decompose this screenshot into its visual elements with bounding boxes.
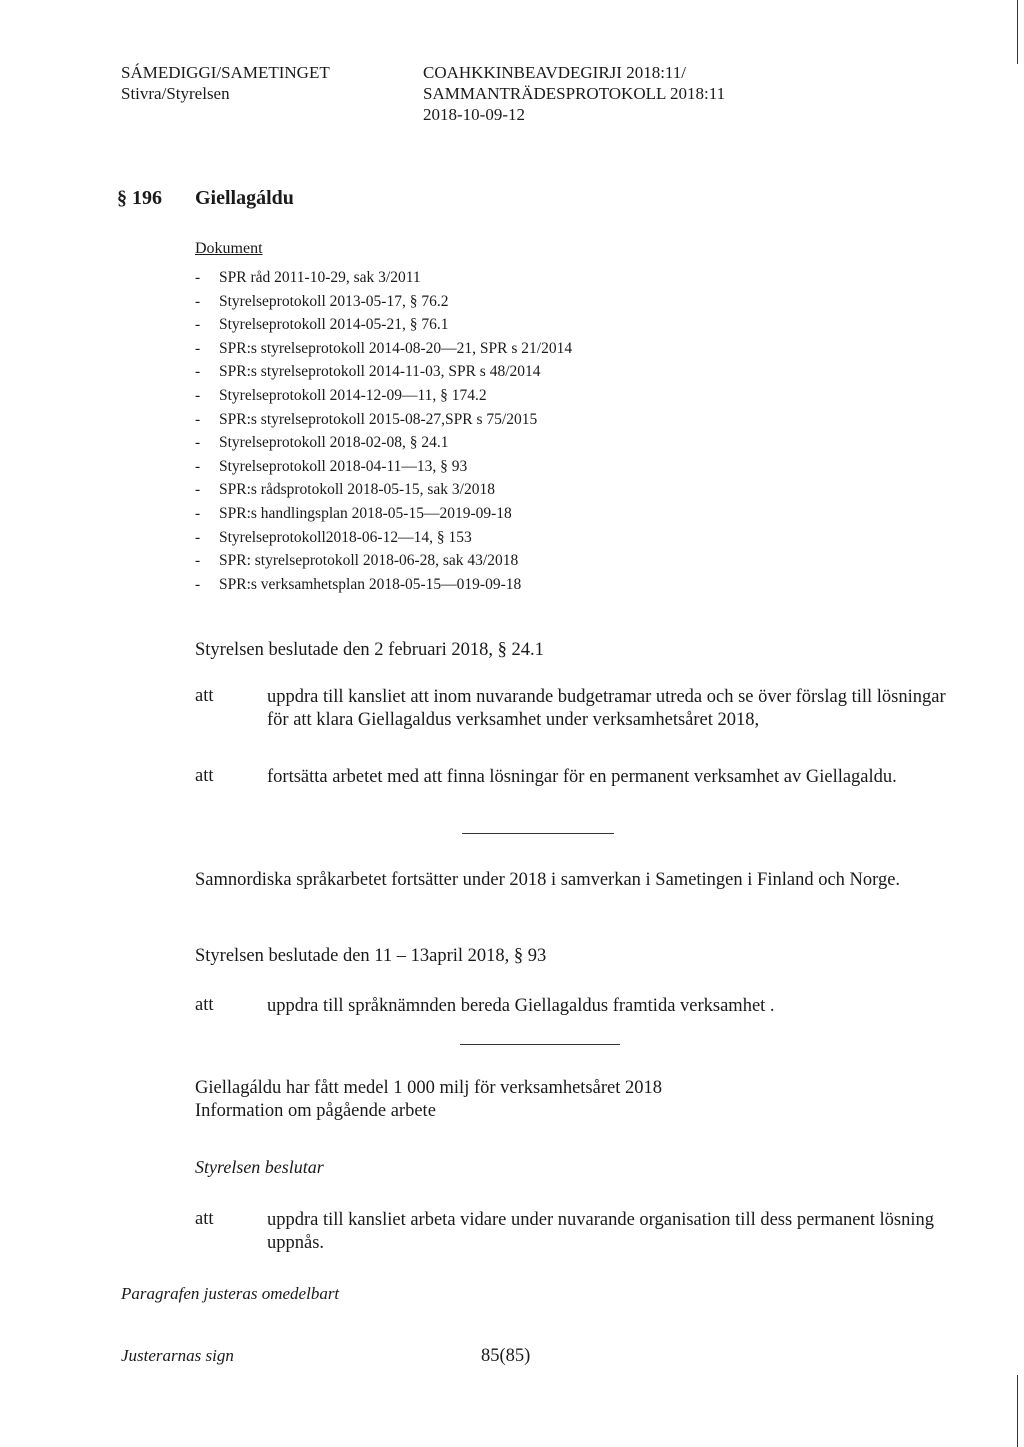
decision2-item1: uppdra till språknämnden bereda Giellagaldus framtida verksamhet . bbox=[267, 996, 775, 1016]
document-item bbox=[195, 313, 572, 337]
list-dash: - bbox=[195, 528, 201, 546]
documents-list bbox=[195, 266, 572, 596]
document-item-text: Styrelseprotokoll 2013-05-17, § 76.2 bbox=[219, 292, 449, 310]
protocol-title-swedish: SAMMANTRÄDESPROTOKOLL 2018:11 bbox=[423, 84, 726, 103]
document-item-text: SPR:s styrelseprotokoll 2014-08-20—21, SPR s 21/2014 bbox=[219, 339, 573, 357]
paragraf-note: Paragrafen justeras omedelbart bbox=[121, 1284, 340, 1303]
document-item-text: Styrelseprotokoll 2014-12-09—11, § 174.2 bbox=[219, 386, 487, 404]
document-item-text: SPR: styrelseprotokoll 2018-06-28, sak 43/2018 bbox=[219, 552, 519, 570]
signature-label: Justerarnas sign bbox=[121, 1346, 234, 1365]
list-dash: - bbox=[195, 481, 201, 499]
paragraph-samnordiska: Samnordiska språkarbetet fortsätter under 2018 i samverkan i Sametingen i Finland och Norge. bbox=[195, 870, 901, 890]
document-item bbox=[195, 431, 572, 455]
document-item-text: Styrelseprotokoll 2018-02-08, § 24.1 bbox=[219, 434, 449, 452]
document-item bbox=[195, 384, 572, 408]
documents-label: Dokument bbox=[195, 240, 263, 257]
decision2-heading: Styrelsen beslutade den 11 – 13april 2018, § 93 bbox=[195, 946, 547, 966]
org-subunit: Stivra/Styrelsen bbox=[121, 84, 230, 103]
att-label: att bbox=[195, 1209, 214, 1229]
document-item bbox=[195, 526, 572, 550]
document-item bbox=[195, 502, 572, 526]
scan-edge-mark bbox=[1017, 1375, 1018, 1447]
list-dash: - bbox=[195, 363, 201, 381]
decision1-item1: uppdra till kansliet att inom nuvarande budgetramar utreda och se över förslag till lösningar för att klara Giellagaldus verksamhet under verksamhetsåret 2018, bbox=[267, 687, 946, 730]
section-title: Giellagáldu bbox=[195, 187, 294, 209]
list-dash: - bbox=[195, 269, 201, 286]
document-item bbox=[195, 266, 572, 290]
att-label: att bbox=[195, 686, 214, 706]
document-item bbox=[195, 360, 572, 384]
list-dash: - bbox=[195, 410, 201, 428]
document-item bbox=[195, 478, 572, 502]
document-item bbox=[195, 337, 572, 361]
list-dash: - bbox=[195, 386, 201, 404]
list-dash: - bbox=[195, 339, 201, 357]
decision3-heading: Styrelsen beslutar bbox=[195, 1157, 324, 1177]
list-dash: - bbox=[195, 316, 201, 334]
org-name: SÁMEDIGGI/SAMETINGET bbox=[121, 63, 330, 82]
document-item-text: Styrelseprotokoll 2014-05-21, § 76.1 bbox=[219, 316, 449, 334]
separator-line bbox=[462, 833, 614, 834]
document-item bbox=[195, 549, 572, 573]
list-dash: - bbox=[195, 457, 201, 475]
decision3-item1: uppdra till kansliet arbeta vidare under nuvarande organisation till dess permanent lösning uppnås. bbox=[267, 1210, 935, 1253]
scan-edge-mark bbox=[1017, 0, 1018, 64]
list-dash: - bbox=[195, 292, 201, 310]
document-item-text: SPR:s handlingsplan 2018-05-15—2019-09-18 bbox=[219, 504, 512, 522]
document-item-text: SPR:s verksamhetsplan 2018-05-15—019-09-18 bbox=[219, 575, 522, 593]
info-line1: Giellagáldu har fått medel 1 000 milj för verksamhetsåret 2018 bbox=[195, 1078, 662, 1098]
decision1-item2: fortsätta arbetet med att finna lösningar för en permanent verksamhet av Giellagaldu. bbox=[267, 767, 897, 787]
list-dash: - bbox=[195, 575, 201, 593]
document-item-text: SPR:s styrelseprotokoll 2014-11-03, SPR s 48/2014 bbox=[219, 363, 541, 381]
document-item-text: Styrelseprotokoll2018-06-12—14, § 153 bbox=[219, 528, 472, 546]
section-number: § 196 bbox=[117, 187, 162, 209]
document-item-text: SPR:s rådsprotokoll 2018-05-15, sak 3/2018 bbox=[219, 481, 495, 499]
protocol-date: 2018-10-09-12 bbox=[423, 105, 525, 124]
att-label: att bbox=[195, 995, 214, 1015]
att-label: att bbox=[195, 766, 214, 786]
document-item bbox=[195, 455, 572, 479]
protocol-title-sami: COAHKKINBEAVDEGIRJI 2018:11/ bbox=[423, 63, 687, 82]
document-item-text: Styrelseprotokoll 2018-04-11—13, § 93 bbox=[219, 457, 468, 475]
page-number: 85(85) bbox=[481, 1346, 531, 1366]
list-dash: - bbox=[195, 434, 201, 452]
list-dash: - bbox=[195, 504, 201, 522]
document-item-text: SPR råd 2011-10-29, sak 3/2011 bbox=[219, 269, 421, 286]
separator-line bbox=[460, 1044, 620, 1045]
document-item bbox=[195, 573, 572, 597]
document-item bbox=[195, 290, 572, 314]
list-dash: - bbox=[195, 552, 201, 570]
decision1-heading: Styrelsen beslutade den 2 februari 2018, § 24.1 bbox=[195, 640, 544, 660]
document-item-text: SPR:s styrelseprotokoll 2015-08-27,SPR s 75/2015 bbox=[219, 410, 538, 428]
info-line2: Information om pågående arbete bbox=[195, 1101, 436, 1121]
document-item bbox=[195, 408, 572, 432]
